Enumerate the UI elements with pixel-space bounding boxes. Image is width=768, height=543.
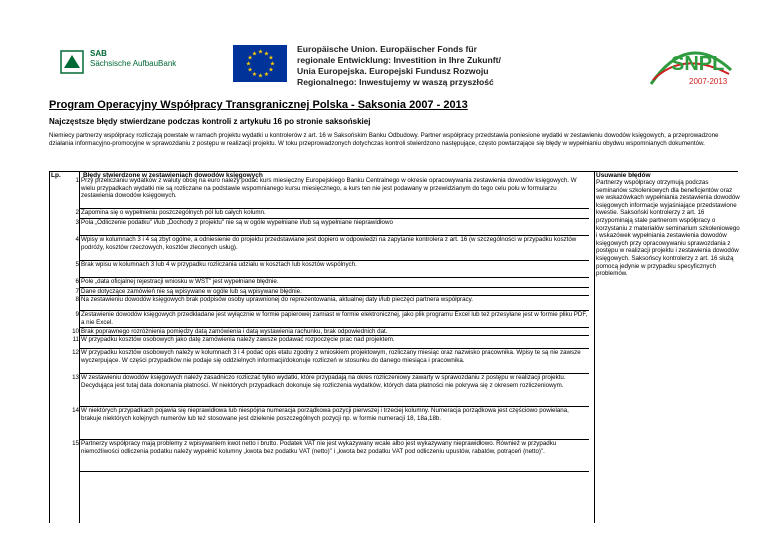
eu-star-icon: ★ [257, 73, 264, 80]
eu-line: Europäische Union. Europäischer Fonds für [297, 44, 478, 54]
eu-line: Regionalnego: Inwestujemy w waszą przyszłość [297, 77, 494, 87]
table-row [49, 374, 738, 407]
row-text: Zapomina się o wypełnieniu poszczególnych pól lub całych kolumn. [80, 209, 589, 219]
row-number: 15 [72, 440, 79, 447]
eu-star-icon: ★ [247, 67, 253, 74]
table-row [49, 296, 738, 311]
row-number: 2 [75, 209, 79, 216]
row-text: W zestawieniu dowodów księgowych należy zasadniczo rozliczać tylko wydatki, które przypadają na okres rozliczeniowy zawarty w sprawozdaniu z postępu w realizacji projektu. Decydująca jest tutaj data dokonania płatności. W niektórych przypadkach dokonuje się rozliczenia wydatków, których data płatności nie pokrywa się z okresem rozliczeniowym. [80, 374, 589, 407]
row-number: 10 [72, 328, 79, 335]
sab-name: SAB [90, 49, 107, 58]
row-text: Dane dotyczące zamówień nie są wpisywane w ogóle lub są wpisywane błędnie. [80, 288, 589, 296]
snpl-label: SNPL [671, 53, 725, 75]
eu-star-icon: ★ [263, 51, 270, 58]
table-row [49, 288, 738, 296]
lp-header: Lp. [51, 172, 61, 179]
table-row [49, 328, 738, 336]
eu-star-icon: ★ [268, 55, 274, 62]
row-number: 9 [75, 311, 79, 318]
row-number: 5 [75, 261, 79, 268]
row-text: Na zestawieniu dowodów księgowych brak podpisów osoby uprawnionej do reprezentowania, aktualnej daty i/lub pieczęci partnera współpracy. [80, 296, 589, 311]
row-number: 13 [72, 374, 79, 381]
row-number: 12 [72, 349, 79, 356]
row-text: Zestawienie dowodów księgowych przedkładane jest wyłącznie w formie papierowej zamiast w formie elektronicznej, jako plik programu Excel lub też przesyłane jest w formie pliku PDF, a nie Excel. [80, 311, 589, 328]
table-row [49, 407, 738, 440]
eu-funding-statement [297, 44, 501, 88]
table-row [49, 311, 738, 328]
table-row [49, 336, 738, 349]
row-text: Przy przeliczaniu wydatków z waluty obcej na euro należy podać kurs miesięczny Europejskiego Banku Centralnego w okresie opracowywania zestawienia dowodów księgowych. W wielu przypadkach wydatki nie są rozliczane na podstawie wspomnianego kursu miesięcznego, a kurs ten nie jest podawany w przewidzianym do tego celu polu w formularzu zestawienia dowodów księgowych. [80, 177, 589, 209]
eu-line: regionale Entwicklung: Investition in Ihre Zukunft/ [297, 55, 501, 65]
row-number: 14 [72, 407, 79, 414]
intro-paragraph: Niemiecy partnerzy współpracy rozliczają powstałe w ramach projektu wydatki u kontrolerów z art. 16 w Saksońskim Banku Odbudowy. Partner współpracy przedstawia poniesione wydatki w zestawieniu dowodów księgowych, a przeprowadzone działania informacyjno-promocyjne w sprawozdaniu z postępu w realizacji projektu. W toku przeprowadzonych dotychczas kontroli stwierdzono następujące, często powtarzające się błędy w wypełnianiu obydwu wspomnianych dokumentów. [49, 132, 719, 147]
row-text: Pola „Odliczenie podatku" i/lub „Dochody z projektu" nie są w ogóle wypełniane i/lub są wypełniane nieprawidłowo [80, 219, 589, 236]
errors-header: Błędy stwierdzone w zestawieniach dowodów księgowych [83, 172, 263, 179]
row-text: Wpisy w kolumnach 3 i 4 są zbyt ogólne, a odniesienie do projektu przedstawiane jest dopiero w odpowiedzi na zapytanie kontrolera z art. 16 (w szczególności w przypadku kosztów podróży, kosztów rzeczowych, kosztów zleconych usług). [80, 236, 589, 261]
notes-header: Usuwanie błędów [596, 172, 651, 179]
sab-full-name: Sächsische AufbauBank [90, 59, 177, 68]
row-text: W niektórych przypadkach pojawia się nieprawidłowa lub niespójna numeracja porządkowa pozycji pierwszej i trzeciej kolumny. Numeracja porządkowa jest częściowo powielana, brakuje niektórych kolejnych numerów lub też stosowane jest dzielenie poszczególnych pozycji np. w formie numeracji 18, 18a,18b. [80, 407, 589, 440]
row-number: 4 [75, 236, 79, 243]
eu-star-icon: ★ [251, 72, 258, 79]
row-text: Partnerzy współpracy mają problemy z wpisywaniem kwot netto i brutto. Podatek VAT nie jest wykazywany wcale albo jest wykazywany nieprawidłowo. Również w przypadku niemożliwości odliczenia podatku należy wypełnić kolumny „kwota bez podatku VAT (netto)" i „kwota bez podatku VAT pod odliczeniu upustów, rabatów, potrąceń (netto)". [80, 440, 589, 472]
eu-line: Unia Europejska. Europejski Fundusz Rozwoju [297, 66, 489, 76]
eu-flag-icon [233, 45, 287, 82]
row-number: 7 [75, 288, 79, 295]
snpl-logo-icon [643, 40, 733, 90]
table-row [49, 349, 738, 374]
sab-logo-icon [60, 50, 84, 74]
eu-star-icon: ★ [269, 61, 276, 68]
row-number: 6 [75, 278, 79, 285]
notes-text: Partnerzy współpracy otrzymują podczas seminariów szkoleniowych dla beneficjentów oraz we wskazówkach wypełniania zestawienia dowodów księgowych informacje wyjaśniające przedstawione kwestie. Saksoński kontrolerzy z art. 16 przypominają stale partnerom współpracy o korzystaniu z materiałów seminarium szkoleniowego i wskazówek wypełniania zestawienia dowodów księgowych przy opracowywaniu sprawozdania z postępu w realizacji projektu i zestawienia dowodów księgowych. Saksońscy kontrolerzy z art. 16 służą pomocą jedynie w przypadku specyficznych problemów. [596, 179, 740, 278]
eu-star-icon: ★ [251, 51, 258, 58]
row-number: 1 [75, 177, 79, 184]
eu-star-icon: ★ [268, 67, 274, 74]
document-subtitle: Najczęstsze błędy stwierdzane podczas kontroli z artykułu 16 po stronie saksońskiej [49, 117, 371, 126]
row-text: Brak wpisu w kolumnach 3 lub 4 w przypadku rozliczania udziału w kosztach lub kosztów wspólnych. [80, 261, 589, 278]
table-row [49, 278, 738, 288]
row-number: 8 [75, 296, 79, 303]
row-number: 3 [75, 219, 79, 226]
row-number: 11 [72, 336, 79, 343]
snpl-years: 2007-2013 [689, 77, 728, 86]
document-title: Program Operacyjny Współpracy Transgranicznej Polska - Saksonia 2007 - 2013 [49, 99, 468, 111]
eu-star-icon: ★ [263, 72, 270, 79]
row-text: Brak poprawnego rozróżnienia pomiędzy datą zamówienia i datą wystawienia rachunku, brak odpowiednich dat. [80, 328, 589, 336]
eu-star-icon: ★ [247, 55, 253, 62]
sab-logo [60, 48, 177, 76]
eu-star-icon: ★ [257, 49, 264, 56]
row-text: W przypadku kosztów osobowych jako datę zamówienia należy zawsze podawać rozpoczęcie prac nad projektem. [80, 336, 589, 349]
eu-star-icon: ★ [245, 61, 252, 68]
row-text: W przypadku kosztów osobowych należy w kolumnach 3 i 4 podać opis etatu zgodny z wnioskiem projektowym, rozliczany miesiąc oraz nazwisko pracownika. Wpisy te są nie zawsze wyczerpujące. W części przypadków nie podaje się oddzielnych informacji/dokonuje rozliczeń w stosunku do danego miesiąca i pracownika. [80, 349, 589, 374]
row-text: Pole „data oficjalnej rejestracji wniosku w WST" jest wypełniane błędnie. [80, 278, 589, 288]
snpl-logo [643, 40, 733, 90]
table-row [49, 440, 738, 472]
